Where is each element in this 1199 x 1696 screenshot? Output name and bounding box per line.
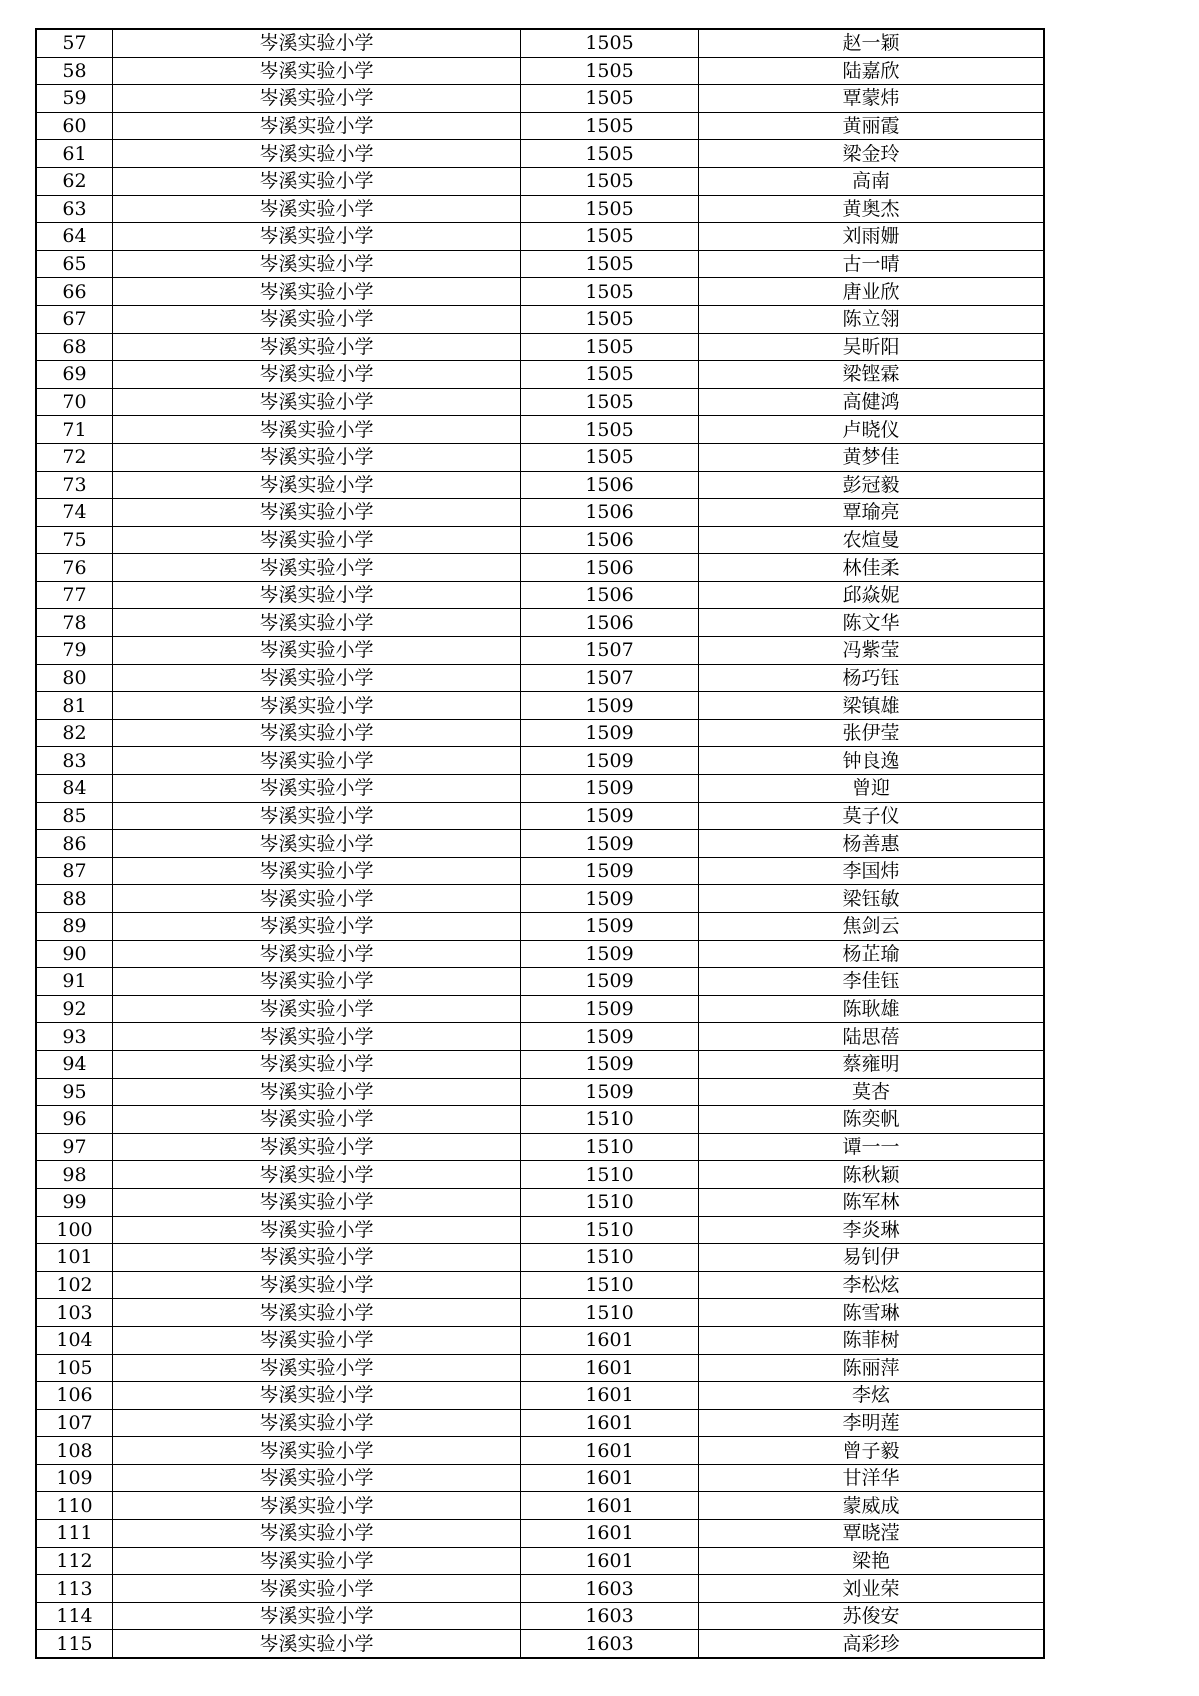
row-number-cell: 110 — [37, 1492, 113, 1520]
student-name-cell: 覃瑜亮 — [699, 499, 1044, 527]
class-cell: 1506 — [521, 471, 699, 499]
class-cell: 1509 — [521, 968, 699, 996]
row-number-cell: 88 — [37, 885, 113, 913]
student-name-cell: 林佳柔 — [699, 554, 1044, 582]
school-cell: 岑溪实验小学 — [113, 305, 521, 333]
row-number-cell: 81 — [37, 692, 113, 720]
school-cell: 岑溪实验小学 — [113, 581, 521, 609]
school-cell: 岑溪实验小学 — [113, 913, 521, 941]
class-cell: 1507 — [521, 664, 699, 692]
class-cell: 1510 — [521, 1188, 699, 1216]
table-row — [37, 885, 1044, 913]
student-name-cell: 高南 — [699, 167, 1044, 195]
table-row — [37, 692, 1044, 720]
school-cell: 岑溪实验小学 — [113, 1602, 521, 1630]
school-cell: 岑溪实验小学 — [113, 1547, 521, 1575]
student-name-cell: 邱焱妮 — [699, 581, 1044, 609]
row-number-cell: 76 — [37, 554, 113, 582]
class-cell: 1507 — [521, 637, 699, 665]
student-name-cell: 陈雪琳 — [699, 1299, 1044, 1327]
student-name-cell: 杨芷瑜 — [699, 940, 1044, 968]
student-name-cell: 刘雨姗 — [699, 223, 1044, 251]
row-number-cell: 104 — [37, 1326, 113, 1354]
school-cell: 岑溪实验小学 — [113, 968, 521, 996]
row-number-cell: 108 — [37, 1437, 113, 1465]
class-cell: 1603 — [521, 1575, 699, 1603]
row-number-cell: 80 — [37, 664, 113, 692]
class-cell: 1601 — [521, 1464, 699, 1492]
row-number-cell: 69 — [37, 361, 113, 389]
table-row — [37, 1188, 1044, 1216]
table-row — [37, 1354, 1044, 1382]
student-name-cell: 高健鸿 — [699, 388, 1044, 416]
class-cell: 1509 — [521, 913, 699, 941]
table-row — [37, 719, 1044, 747]
student-name-cell: 黄奥杰 — [699, 195, 1044, 223]
school-cell: 岑溪实验小学 — [113, 609, 521, 637]
class-cell: 1510 — [521, 1133, 699, 1161]
student-name-cell: 梁镇雄 — [699, 692, 1044, 720]
school-cell: 岑溪实验小学 — [113, 1630, 521, 1658]
row-number-cell: 105 — [37, 1354, 113, 1382]
school-cell: 岑溪实验小学 — [113, 1575, 521, 1603]
student-name-cell: 曾迎 — [699, 775, 1044, 803]
row-number-cell: 66 — [37, 278, 113, 306]
table-row — [37, 830, 1044, 858]
row-number-cell: 87 — [37, 857, 113, 885]
school-cell: 岑溪实验小学 — [113, 333, 521, 361]
row-number-cell: 57 — [37, 30, 113, 58]
row-number-cell: 98 — [37, 1161, 113, 1189]
class-cell: 1505 — [521, 140, 699, 168]
school-cell: 岑溪实验小学 — [113, 1106, 521, 1134]
class-cell: 1506 — [521, 581, 699, 609]
student-name-cell: 蒙威成 — [699, 1492, 1044, 1520]
school-cell: 岑溪实验小学 — [113, 30, 521, 58]
school-cell: 岑溪实验小学 — [113, 1326, 521, 1354]
table-row — [37, 30, 1044, 58]
class-cell: 1601 — [521, 1382, 699, 1410]
table-row — [37, 1630, 1044, 1658]
student-name-cell: 杨善惠 — [699, 830, 1044, 858]
school-cell: 岑溪实验小学 — [113, 802, 521, 830]
school-cell: 岑溪实验小学 — [113, 361, 521, 389]
table-row — [37, 526, 1044, 554]
school-cell: 岑溪实验小学 — [113, 1382, 521, 1410]
school-cell: 岑溪实验小学 — [113, 388, 521, 416]
student-name-cell: 梁艳 — [699, 1547, 1044, 1575]
school-cell: 岑溪实验小学 — [113, 443, 521, 471]
school-cell: 岑溪实验小学 — [113, 775, 521, 803]
student-name-cell: 杨巧钰 — [699, 664, 1044, 692]
row-number-cell: 68 — [37, 333, 113, 361]
student-name-cell: 唐业欣 — [699, 278, 1044, 306]
class-cell: 1601 — [521, 1354, 699, 1382]
student-name-cell: 黄梦佳 — [699, 443, 1044, 471]
table-row — [37, 85, 1044, 113]
row-number-cell: 89 — [37, 913, 113, 941]
school-cell: 岑溪实验小学 — [113, 830, 521, 858]
school-cell: 岑溪实验小学 — [113, 692, 521, 720]
class-cell: 1510 — [521, 1244, 699, 1272]
school-cell: 岑溪实验小学 — [113, 1464, 521, 1492]
class-cell: 1505 — [521, 112, 699, 140]
student-name-cell: 梁钰敏 — [699, 885, 1044, 913]
student-name-cell: 黄丽霞 — [699, 112, 1044, 140]
class-cell: 1505 — [521, 57, 699, 85]
student-name-cell: 彭冠毅 — [699, 471, 1044, 499]
table-row — [37, 581, 1044, 609]
table-row — [37, 1106, 1044, 1134]
class-cell: 1601 — [521, 1437, 699, 1465]
class-cell: 1505 — [521, 388, 699, 416]
class-cell: 1509 — [521, 747, 699, 775]
row-number-cell: 94 — [37, 1050, 113, 1078]
class-cell: 1509 — [521, 1023, 699, 1051]
class-cell: 1505 — [521, 278, 699, 306]
class-cell: 1601 — [521, 1409, 699, 1437]
roster-body — [37, 30, 1044, 1658]
class-cell: 1509 — [521, 775, 699, 803]
student-name-cell: 张伊莹 — [699, 719, 1044, 747]
row-number-cell: 70 — [37, 388, 113, 416]
table-row — [37, 1023, 1044, 1051]
table-row — [37, 1078, 1044, 1106]
table-row — [37, 443, 1044, 471]
school-cell: 岑溪实验小学 — [113, 195, 521, 223]
table-row — [37, 554, 1044, 582]
table-row — [37, 1326, 1044, 1354]
class-cell: 1505 — [521, 223, 699, 251]
student-name-cell: 陈耿雄 — [699, 995, 1044, 1023]
class-cell: 1505 — [521, 30, 699, 58]
school-cell: 岑溪实验小学 — [113, 85, 521, 113]
school-cell: 岑溪实验小学 — [113, 526, 521, 554]
school-cell: 岑溪实验小学 — [113, 416, 521, 444]
student-name-cell: 刘业荣 — [699, 1575, 1044, 1603]
row-number-cell: 75 — [37, 526, 113, 554]
table-row — [37, 1575, 1044, 1603]
table-row — [37, 1547, 1044, 1575]
class-cell: 1506 — [521, 609, 699, 637]
class-cell: 1509 — [521, 885, 699, 913]
table-row — [37, 857, 1044, 885]
row-number-cell: 61 — [37, 140, 113, 168]
row-number-cell: 115 — [37, 1630, 113, 1658]
row-number-cell: 71 — [37, 416, 113, 444]
school-cell: 岑溪实验小学 — [113, 471, 521, 499]
school-cell: 岑溪实验小学 — [113, 499, 521, 527]
school-cell: 岑溪实验小学 — [113, 1133, 521, 1161]
class-cell: 1505 — [521, 250, 699, 278]
student-name-cell: 李炫 — [699, 1382, 1044, 1410]
table-row — [37, 361, 1044, 389]
class-cell: 1601 — [521, 1326, 699, 1354]
table-row — [37, 1492, 1044, 1520]
student-name-cell: 赵一颖 — [699, 30, 1044, 58]
table-row — [37, 388, 1044, 416]
row-number-cell: 95 — [37, 1078, 113, 1106]
row-number-cell: 111 — [37, 1520, 113, 1548]
class-cell: 1601 — [521, 1492, 699, 1520]
table-row — [37, 195, 1044, 223]
row-number-cell: 62 — [37, 167, 113, 195]
row-number-cell: 100 — [37, 1216, 113, 1244]
school-cell: 岑溪实验小学 — [113, 167, 521, 195]
row-number-cell: 86 — [37, 830, 113, 858]
class-cell: 1505 — [521, 195, 699, 223]
school-cell: 岑溪实验小学 — [113, 250, 521, 278]
row-number-cell: 72 — [37, 443, 113, 471]
school-cell: 岑溪实验小学 — [113, 278, 521, 306]
table-row — [37, 747, 1044, 775]
student-name-cell: 覃晓滢 — [699, 1520, 1044, 1548]
class-cell: 1603 — [521, 1630, 699, 1658]
student-name-cell: 陈军林 — [699, 1188, 1044, 1216]
student-name-cell: 古一晴 — [699, 250, 1044, 278]
table-row — [37, 1464, 1044, 1492]
table-row — [37, 1382, 1044, 1410]
row-number-cell: 82 — [37, 719, 113, 747]
student-name-cell: 梁铿霖 — [699, 361, 1044, 389]
student-name-cell: 卢晓仪 — [699, 416, 1044, 444]
row-number-cell: 92 — [37, 995, 113, 1023]
class-cell: 1509 — [521, 995, 699, 1023]
class-cell: 1509 — [521, 719, 699, 747]
class-cell: 1509 — [521, 1078, 699, 1106]
student-name-cell: 陈丽萍 — [699, 1354, 1044, 1382]
class-cell: 1510 — [521, 1161, 699, 1189]
class-cell: 1509 — [521, 830, 699, 858]
row-number-cell: 96 — [37, 1106, 113, 1134]
school-cell: 岑溪实验小学 — [113, 554, 521, 582]
table-row — [37, 416, 1044, 444]
row-number-cell: 90 — [37, 940, 113, 968]
class-cell: 1601 — [521, 1520, 699, 1548]
class-cell: 1601 — [521, 1547, 699, 1575]
row-number-cell: 63 — [37, 195, 113, 223]
class-cell: 1505 — [521, 167, 699, 195]
school-cell: 岑溪实验小学 — [113, 1216, 521, 1244]
class-cell: 1510 — [521, 1299, 699, 1327]
school-cell: 岑溪实验小学 — [113, 719, 521, 747]
student-name-cell: 农煊曼 — [699, 526, 1044, 554]
school-cell: 岑溪实验小学 — [113, 1299, 521, 1327]
row-number-cell: 59 — [37, 85, 113, 113]
table-row — [37, 1299, 1044, 1327]
table-row — [37, 1133, 1044, 1161]
row-number-cell: 79 — [37, 637, 113, 665]
row-number-cell: 60 — [37, 112, 113, 140]
school-cell: 岑溪实验小学 — [113, 637, 521, 665]
class-cell: 1506 — [521, 499, 699, 527]
student-name-cell: 陈立翎 — [699, 305, 1044, 333]
student-name-cell: 吴昕阳 — [699, 333, 1044, 361]
row-number-cell: 83 — [37, 747, 113, 775]
table-row — [37, 1216, 1044, 1244]
student-name-cell: 陆嘉欣 — [699, 57, 1044, 85]
school-cell: 岑溪实验小学 — [113, 1354, 521, 1382]
student-name-cell: 李明莲 — [699, 1409, 1044, 1437]
table-row — [37, 664, 1044, 692]
table-row — [37, 995, 1044, 1023]
row-number-cell: 101 — [37, 1244, 113, 1272]
class-cell: 1509 — [521, 1050, 699, 1078]
row-number-cell: 67 — [37, 305, 113, 333]
table-row — [37, 1161, 1044, 1189]
student-name-cell: 陈秋颖 — [699, 1161, 1044, 1189]
school-cell: 岑溪实验小学 — [113, 57, 521, 85]
class-cell: 1506 — [521, 554, 699, 582]
school-cell: 岑溪实验小学 — [113, 747, 521, 775]
student-name-cell: 李国炜 — [699, 857, 1044, 885]
student-name-cell: 陈奕帆 — [699, 1106, 1044, 1134]
row-number-cell: 85 — [37, 802, 113, 830]
class-cell: 1509 — [521, 802, 699, 830]
table-row — [37, 1244, 1044, 1272]
school-cell: 岑溪实验小学 — [113, 1078, 521, 1106]
row-number-cell: 84 — [37, 775, 113, 803]
row-number-cell: 73 — [37, 471, 113, 499]
table-row — [37, 609, 1044, 637]
table-row — [37, 223, 1044, 251]
table-row — [37, 305, 1044, 333]
table-row — [37, 968, 1044, 996]
student-name-cell: 易钊伊 — [699, 1244, 1044, 1272]
student-name-cell: 陆思蓓 — [699, 1023, 1044, 1051]
class-cell: 1506 — [521, 526, 699, 554]
school-cell: 岑溪实验小学 — [113, 1023, 521, 1051]
table-row — [37, 1409, 1044, 1437]
class-cell: 1505 — [521, 416, 699, 444]
row-number-cell: 78 — [37, 609, 113, 637]
table-row — [37, 250, 1044, 278]
class-cell: 1603 — [521, 1602, 699, 1630]
student-name-cell: 梁金玲 — [699, 140, 1044, 168]
school-cell: 岑溪实验小学 — [113, 223, 521, 251]
class-cell: 1505 — [521, 85, 699, 113]
table-row — [37, 637, 1044, 665]
student-name-cell: 李松炫 — [699, 1271, 1044, 1299]
student-name-cell: 钟良逸 — [699, 747, 1044, 775]
class-cell: 1509 — [521, 857, 699, 885]
school-cell: 岑溪实验小学 — [113, 1188, 521, 1216]
class-cell: 1510 — [521, 1216, 699, 1244]
school-cell: 岑溪实验小学 — [113, 940, 521, 968]
table-row — [37, 499, 1044, 527]
row-number-cell: 58 — [37, 57, 113, 85]
class-cell: 1505 — [521, 333, 699, 361]
school-cell: 岑溪实验小学 — [113, 112, 521, 140]
school-cell: 岑溪实验小学 — [113, 1492, 521, 1520]
student-name-cell: 曾子毅 — [699, 1437, 1044, 1465]
student-name-cell: 莫子仪 — [699, 802, 1044, 830]
school-cell: 岑溪实验小学 — [113, 1409, 521, 1437]
table-row — [37, 57, 1044, 85]
row-number-cell: 113 — [37, 1575, 113, 1603]
class-cell: 1505 — [521, 443, 699, 471]
table-row — [37, 913, 1044, 941]
table-row — [37, 278, 1044, 306]
row-number-cell: 107 — [37, 1409, 113, 1437]
school-cell: 岑溪实验小学 — [113, 857, 521, 885]
row-number-cell: 74 — [37, 499, 113, 527]
student-name-cell: 高彩珍 — [699, 1630, 1044, 1658]
student-name-cell: 蔡雍明 — [699, 1050, 1044, 1078]
school-cell: 岑溪实验小学 — [113, 1437, 521, 1465]
school-cell: 岑溪实验小学 — [113, 664, 521, 692]
table-row — [37, 802, 1044, 830]
table-row — [37, 775, 1044, 803]
school-cell: 岑溪实验小学 — [113, 1050, 521, 1078]
table-row — [37, 471, 1044, 499]
table-row — [37, 1271, 1044, 1299]
student-name-cell: 陈菲树 — [699, 1326, 1044, 1354]
school-cell: 岑溪实验小学 — [113, 995, 521, 1023]
school-cell: 岑溪实验小学 — [113, 1161, 521, 1189]
student-name-cell: 莫杏 — [699, 1078, 1044, 1106]
row-number-cell: 103 — [37, 1299, 113, 1327]
row-number-cell: 106 — [37, 1382, 113, 1410]
table-row — [37, 1602, 1044, 1630]
row-number-cell: 77 — [37, 581, 113, 609]
table-row — [37, 1520, 1044, 1548]
row-number-cell: 65 — [37, 250, 113, 278]
class-cell: 1510 — [521, 1106, 699, 1134]
school-cell: 岑溪实验小学 — [113, 140, 521, 168]
school-cell: 岑溪实验小学 — [113, 1244, 521, 1272]
row-number-cell: 114 — [37, 1602, 113, 1630]
row-number-cell: 64 — [37, 223, 113, 251]
class-cell: 1509 — [521, 692, 699, 720]
table-row — [37, 940, 1044, 968]
school-cell: 岑溪实验小学 — [113, 885, 521, 913]
row-number-cell: 109 — [37, 1464, 113, 1492]
row-number-cell: 91 — [37, 968, 113, 996]
student-name-cell: 李炎琳 — [699, 1216, 1044, 1244]
row-number-cell: 93 — [37, 1023, 113, 1051]
student-name-cell: 焦剑云 — [699, 913, 1044, 941]
table-row — [37, 140, 1044, 168]
student-name-cell: 李佳钰 — [699, 968, 1044, 996]
student-name-cell: 覃蒙炜 — [699, 85, 1044, 113]
table-row — [37, 1437, 1044, 1465]
student-name-cell: 谭一一 — [699, 1133, 1044, 1161]
class-cell: 1505 — [521, 305, 699, 333]
student-roster-table — [36, 29, 1044, 1658]
table-row — [37, 1050, 1044, 1078]
student-name-cell: 甘洋华 — [699, 1464, 1044, 1492]
row-number-cell: 99 — [37, 1188, 113, 1216]
table-row — [37, 112, 1044, 140]
class-cell: 1505 — [521, 361, 699, 389]
table-row — [37, 333, 1044, 361]
student-name-cell: 苏俊安 — [699, 1602, 1044, 1630]
table-row — [37, 167, 1044, 195]
class-cell: 1509 — [521, 940, 699, 968]
student-name-cell: 陈文华 — [699, 609, 1044, 637]
row-number-cell: 102 — [37, 1271, 113, 1299]
row-number-cell: 97 — [37, 1133, 113, 1161]
school-cell: 岑溪实验小学 — [113, 1271, 521, 1299]
student-name-cell: 冯紫莹 — [699, 637, 1044, 665]
school-cell: 岑溪实验小学 — [113, 1520, 521, 1548]
class-cell: 1510 — [521, 1271, 699, 1299]
row-number-cell: 112 — [37, 1547, 113, 1575]
